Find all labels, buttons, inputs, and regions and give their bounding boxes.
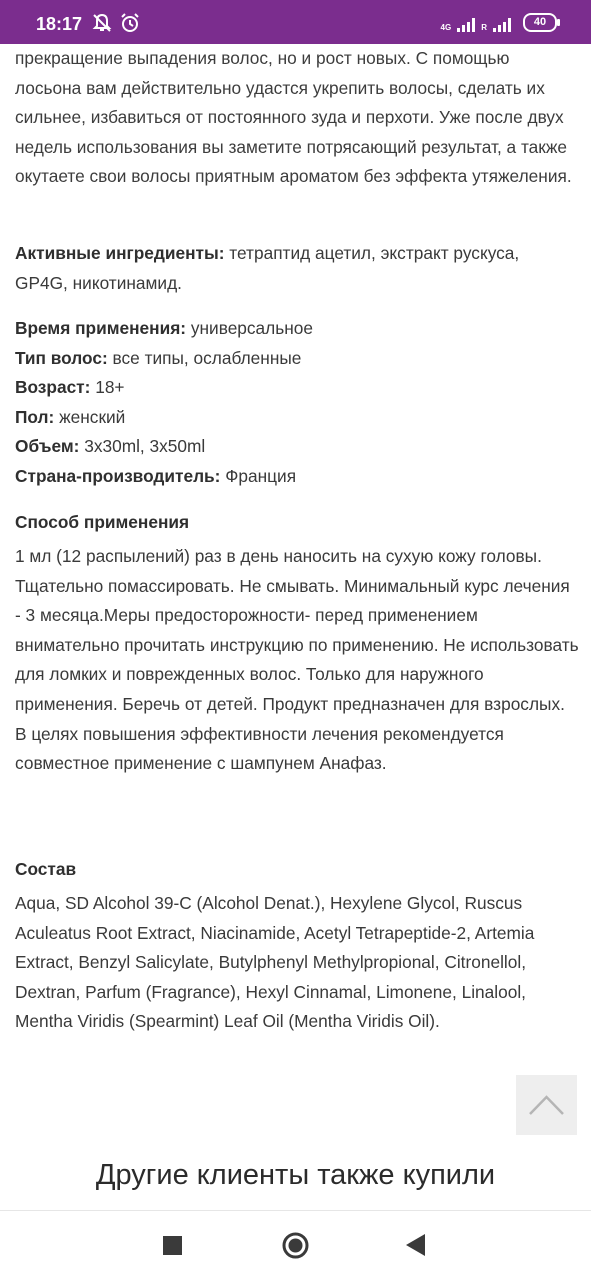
- mute-icon: [92, 13, 112, 38]
- property-value: женский: [54, 406, 126, 427]
- product-properties: [15, 314, 575, 492]
- property-row: [15, 432, 575, 462]
- composition-heading: Состав: [15, 859, 77, 879]
- property-value: 3x30ml, 3x50ml: [79, 436, 206, 457]
- recents-square-icon[interactable]: [163, 1236, 182, 1260]
- active-ingredients: [15, 239, 575, 298]
- property-row: [15, 344, 575, 374]
- battery-icon: 40: [523, 13, 557, 32]
- signal-icon: [457, 18, 475, 32]
- status-time: 18:17: [36, 14, 83, 34]
- network-type-label: 4G: [440, 23, 452, 32]
- android-nav-bar: [0, 1210, 591, 1281]
- ingredients-value: тетраптид ацетил, экстракт рускуса, GP4G, никотинамид.: [15, 243, 520, 293]
- property-label: Возраст:: [15, 377, 91, 398]
- home-circle-icon[interactable]: [282, 1232, 309, 1264]
- composition-text: Aqua, SD Alcohol 39-C (Alcohol Denat.), Hexylene Glycol, Ruscus Aculeatus Root Extract, Niacinamide, Acetyl Tetrapeptide-2, Artemia Extract, Benzyl Salicylate, Butylphenyl Methylpropional, Citronellol, Dextran, Parfum (Fragrance), Hexyl Cinnamal, Limonene, Linalool, Mentha Viridis (Spearmint) Leaf Oil (Mentha Viridis Oil).: [15, 893, 535, 1032]
- property-value: Франция: [220, 465, 297, 486]
- description-text: прекращение выпадения волос, но и рост новых. С помощью лосьона вам действительно удастся укрепить волосы, сделать их сильнее, избавиться от постоянного зуда и перхоти. Уже после двух недель использования вы заметите потрясающий результат, а также окутаете свои волосы приятным ароматом без эффекта утяжеления.: [15, 48, 572, 187]
- scroll-to-top-button[interactable]: [516, 1075, 577, 1135]
- property-label: Объем:: [15, 436, 80, 457]
- property-label: Пол:: [15, 406, 55, 427]
- product-description: [15, 44, 575, 192]
- status-indicators: [441, 13, 557, 32]
- status-bar: [0, 0, 591, 44]
- property-label: Тип волос:: [15, 347, 108, 368]
- signal-icon: [493, 18, 511, 32]
- property-label: Страна-производитель:: [15, 465, 221, 486]
- other-customers-heading: Другие клиенты также купили: [95, 1159, 496, 1191]
- chevron-up-icon: [516, 1075, 577, 1135]
- property-value: универсальное: [186, 318, 314, 338]
- property-row: [15, 403, 575, 433]
- property-label: Время применения:: [15, 318, 187, 338]
- roaming-label: R: [481, 23, 487, 32]
- property-row: [15, 314, 575, 344]
- property-row: [15, 462, 575, 492]
- property-row: [15, 373, 575, 403]
- alarm-icon: [120, 13, 140, 38]
- usage-text: 1 мл (12 распылений) раз в день наносить на сухую кожу головы. Тщательно помассировать. Не смывать. Минимальный курс лечения - 3 месяца.Меры предосторожности- перед применением внимательно прочитать инструкцию по применению. Не использовать для ломких и поврежденных волос. Только для наружного применения. Беречь от детей. Продукт предназначен для взрослых. В целях повышения эффективности лечения рекомендуется совместное применение с шампунем Анафаз.: [15, 546, 579, 774]
- ingredients-label: Активные ингредиенты:: [15, 243, 225, 263]
- property-value: все типы, ослабленные: [107, 347, 302, 368]
- property-value: 18+: [90, 377, 125, 398]
- usage-heading: Способ применения: [15, 512, 190, 532]
- back-triangle-icon[interactable]: [406, 1234, 425, 1261]
